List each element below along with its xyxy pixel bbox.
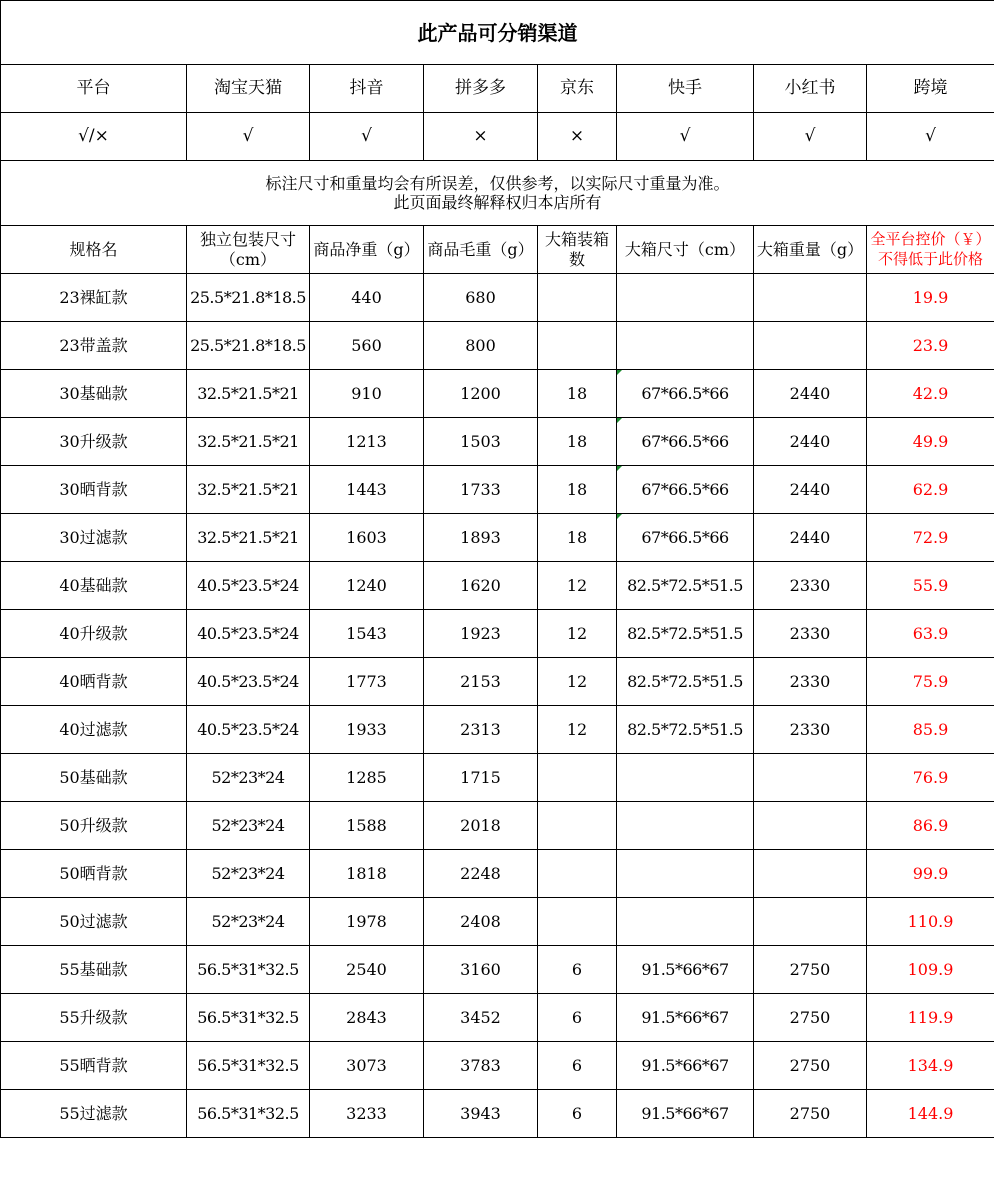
gross-weight-cell: 2248 (424, 850, 538, 898)
gross-weight-cell: 3160 (424, 946, 538, 994)
box-quantity-cell: 6 (538, 946, 617, 994)
box-quantity-cell: 6 (538, 1042, 617, 1090)
package-size-cell: 52*23*24 (187, 754, 310, 802)
header-price-control (867, 226, 994, 274)
price-cell: 23.9 (867, 322, 994, 370)
gross-weight-cell: 680 (424, 274, 538, 322)
column-header-row (1, 226, 994, 274)
net-weight-cell: 3073 (310, 1042, 424, 1090)
table-row (1, 706, 994, 754)
price-cell: 62.9 (867, 466, 994, 514)
package-size-cell: 52*23*24 (187, 898, 310, 946)
availability-pinduoduo: × (424, 113, 538, 161)
box-quantity-cell: 12 (538, 610, 617, 658)
net-weight-cell: 1978 (310, 898, 424, 946)
platform-row (1, 65, 994, 113)
platform-label: 平台 (1, 65, 187, 113)
box-weight-cell: 2750 (754, 946, 867, 994)
box-quantity-cell (538, 898, 617, 946)
package-size-cell: 32.5*21.5*21 (187, 514, 310, 562)
box-quantity-cell (538, 754, 617, 802)
availability-xiaohongshu: √ (754, 113, 867, 161)
gross-weight-cell: 3783 (424, 1042, 538, 1090)
box-size-cell: 67*66.5*66 (617, 514, 754, 562)
box-weight-cell: 2330 (754, 706, 867, 754)
price-cell: 72.9 (867, 514, 994, 562)
table-row (1, 274, 994, 322)
box-size-cell: 67*66.5*66 (617, 370, 754, 418)
gross-weight-cell: 2153 (424, 658, 538, 706)
price-cell: 76.9 (867, 754, 994, 802)
package-size-cell: 32.5*21.5*21 (187, 418, 310, 466)
price-cell: 86.9 (867, 802, 994, 850)
box-weight-cell (754, 274, 867, 322)
platform-taobao-tmall: 淘宝天猫 (187, 65, 310, 113)
net-weight-cell: 3233 (310, 1090, 424, 1138)
box-size-cell (617, 322, 754, 370)
spec-name-cell: 40升级款 (1, 610, 187, 658)
box-size-cell: 91.5*66*67 (617, 1042, 754, 1090)
box-size-cell: 91.5*66*67 (617, 946, 754, 994)
table-row (1, 562, 994, 610)
availability-jd: × (538, 113, 617, 161)
platform-douyin: 抖音 (310, 65, 424, 113)
table-row (1, 466, 994, 514)
box-size-cell: 91.5*66*67 (617, 1090, 754, 1138)
gross-weight-cell: 1923 (424, 610, 538, 658)
spec-name-cell: 30升级款 (1, 418, 187, 466)
spec-name-cell: 30基础款 (1, 370, 187, 418)
box-size-cell: 82.5*72.5*51.5 (617, 706, 754, 754)
spec-name-cell: 40晒背款 (1, 658, 187, 706)
box-quantity-cell: 18 (538, 514, 617, 562)
table-row (1, 850, 994, 898)
disclaimer-line-2: 此页面最终解释权归本店所有 (393, 193, 602, 212)
package-size-cell: 56.5*31*32.5 (187, 946, 310, 994)
availability-taobao-tmall: √ (187, 113, 310, 161)
box-quantity-cell: 18 (538, 370, 617, 418)
box-weight-cell (754, 850, 867, 898)
box-size-cell (617, 898, 754, 946)
package-size-cell: 25.5*21.8*18.5 (187, 322, 310, 370)
price-cell: 19.9 (867, 274, 994, 322)
box-weight-cell: 2330 (754, 658, 867, 706)
spec-name-cell: 50过滤款 (1, 898, 187, 946)
box-size-cell: 82.5*72.5*51.5 (617, 658, 754, 706)
box-size-cell: 82.5*72.5*51.5 (617, 610, 754, 658)
net-weight-cell: 1543 (310, 610, 424, 658)
box-weight-cell: 2440 (754, 514, 867, 562)
table-row (1, 994, 994, 1042)
net-weight-cell: 1773 (310, 658, 424, 706)
gross-weight-cell: 3452 (424, 994, 538, 1042)
table-row (1, 418, 994, 466)
availability-legend: √/× (1, 113, 187, 161)
price-cell: 110.9 (867, 898, 994, 946)
net-weight-cell: 1213 (310, 418, 424, 466)
box-weight-cell (754, 898, 867, 946)
price-cell: 63.9 (867, 610, 994, 658)
price-cell: 75.9 (867, 658, 994, 706)
net-weight-cell: 560 (310, 322, 424, 370)
availability-douyin: √ (310, 113, 424, 161)
box-quantity-cell (538, 802, 617, 850)
spec-name-cell: 55过滤款 (1, 1090, 187, 1138)
table-row (1, 514, 994, 562)
box-size-cell: 91.5*66*67 (617, 994, 754, 1042)
net-weight-cell: 1285 (310, 754, 424, 802)
platform-kuaishou: 快手 (617, 65, 754, 113)
box-quantity-cell: 6 (538, 994, 617, 1042)
package-size-cell: 56.5*31*32.5 (187, 994, 310, 1042)
price-cell: 99.9 (867, 850, 994, 898)
box-weight-cell: 2750 (754, 994, 867, 1042)
price-cell: 119.9 (867, 994, 994, 1042)
disclaimer-row (1, 161, 994, 226)
package-size-cell: 40.5*23.5*24 (187, 706, 310, 754)
gross-weight-cell: 1200 (424, 370, 538, 418)
net-weight-cell: 1603 (310, 514, 424, 562)
price-cell: 55.9 (867, 562, 994, 610)
availability-kuaishou: √ (617, 113, 754, 161)
net-weight-cell: 2843 (310, 994, 424, 1042)
table-row (1, 946, 994, 994)
table-row (1, 658, 994, 706)
sheet-title: 此产品可分销渠道 (1, 1, 994, 65)
header-box-weight: 大箱重量（g） (754, 226, 867, 274)
platform-pinduoduo: 拼多多 (424, 65, 538, 113)
spec-name-cell: 50升级款 (1, 802, 187, 850)
package-size-cell: 56.5*31*32.5 (187, 1090, 310, 1138)
box-size-cell: 67*66.5*66 (617, 418, 754, 466)
box-weight-cell: 2750 (754, 1042, 867, 1090)
price-cell: 42.9 (867, 370, 994, 418)
net-weight-cell: 1588 (310, 802, 424, 850)
table-row (1, 1042, 994, 1090)
box-size-cell (617, 754, 754, 802)
package-size-cell: 40.5*23.5*24 (187, 658, 310, 706)
box-quantity-cell (538, 850, 617, 898)
table-row (1, 754, 994, 802)
gross-weight-cell: 1620 (424, 562, 538, 610)
box-weight-cell (754, 754, 867, 802)
gross-weight-cell: 1503 (424, 418, 538, 466)
box-weight-cell: 2750 (754, 1090, 867, 1138)
net-weight-cell: 1443 (310, 466, 424, 514)
title-row (1, 1, 994, 65)
disclaimer-line-1: 标注尺寸和重量均会有所误差，仅供参考，以实际尺寸重量为准。 (265, 173, 730, 193)
table-row (1, 1090, 994, 1138)
spec-name-cell: 40基础款 (1, 562, 187, 610)
box-size-cell (617, 850, 754, 898)
gross-weight-cell: 2408 (424, 898, 538, 946)
net-weight-cell: 1933 (310, 706, 424, 754)
net-weight-cell: 2540 (310, 946, 424, 994)
package-size-cell: 25.5*21.8*18.5 (187, 274, 310, 322)
availability-row (1, 113, 994, 161)
box-weight-cell: 2440 (754, 466, 867, 514)
net-weight-cell: 440 (310, 274, 424, 322)
spec-name-cell: 55基础款 (1, 946, 187, 994)
box-weight-cell: 2440 (754, 418, 867, 466)
box-quantity-cell: 18 (538, 418, 617, 466)
box-weight-cell (754, 322, 867, 370)
box-weight-cell: 2330 (754, 562, 867, 610)
price-cell: 49.9 (867, 418, 994, 466)
spec-name-cell: 30晒背款 (1, 466, 187, 514)
package-size-cell: 40.5*23.5*24 (187, 610, 310, 658)
gross-weight-cell: 800 (424, 322, 538, 370)
package-size-cell: 32.5*21.5*21 (187, 466, 310, 514)
box-quantity-cell: 18 (538, 466, 617, 514)
spec-name-cell: 55升级款 (1, 994, 187, 1042)
disclaimer-note (1, 161, 994, 226)
spec-name-cell: 55晒背款 (1, 1042, 187, 1090)
gross-weight-cell: 1715 (424, 754, 538, 802)
platform-cross-border: 跨境 (867, 65, 994, 113)
box-quantity-cell: 12 (538, 658, 617, 706)
box-size-cell: 67*66.5*66 (617, 466, 754, 514)
box-weight-cell: 2330 (754, 610, 867, 658)
table-row (1, 370, 994, 418)
box-quantity-cell: 12 (538, 562, 617, 610)
header-box-size: 大箱尺寸（cm） (617, 226, 754, 274)
table-row (1, 802, 994, 850)
net-weight-cell: 1240 (310, 562, 424, 610)
header-package-size: 独立包装尺寸（cm） (187, 226, 310, 274)
box-quantity-cell (538, 322, 617, 370)
platform-jd: 京东 (538, 65, 617, 113)
box-size-cell: 82.5*72.5*51.5 (617, 562, 754, 610)
gross-weight-cell: 2018 (424, 802, 538, 850)
box-weight-cell: 2440 (754, 370, 867, 418)
package-size-cell: 52*23*24 (187, 850, 310, 898)
header-spec-name: 规格名 (1, 226, 187, 274)
box-quantity-cell: 12 (538, 706, 617, 754)
gross-weight-cell: 2313 (424, 706, 538, 754)
spec-name-cell: 40过滤款 (1, 706, 187, 754)
table-row (1, 322, 994, 370)
box-quantity-cell: 6 (538, 1090, 617, 1138)
gross-weight-cell: 1733 (424, 466, 538, 514)
header-price-line-2: 不得低于此价格 (877, 249, 983, 268)
availability-cross-border: √ (867, 113, 994, 161)
platform-xiaohongshu: 小红书 (754, 65, 867, 113)
header-box-quantity: 大箱装箱数 (538, 226, 617, 274)
spec-name-cell: 23裸缸款 (1, 274, 187, 322)
box-size-cell (617, 274, 754, 322)
package-size-cell: 32.5*21.5*21 (187, 370, 310, 418)
spec-name-cell: 50基础款 (1, 754, 187, 802)
header-price-line-1: 全平台控价（￥） (870, 230, 991, 248)
net-weight-cell: 1818 (310, 850, 424, 898)
header-net-weight: 商品净重（g） (310, 226, 424, 274)
table-row (1, 898, 994, 946)
spec-name-cell: 30过滤款 (1, 514, 187, 562)
price-cell: 109.9 (867, 946, 994, 994)
box-weight-cell (754, 802, 867, 850)
package-size-cell: 52*23*24 (187, 802, 310, 850)
table-row (1, 610, 994, 658)
price-cell: 85.9 (867, 706, 994, 754)
box-size-cell (617, 802, 754, 850)
net-weight-cell: 910 (310, 370, 424, 418)
package-size-cell: 56.5*31*32.5 (187, 1042, 310, 1090)
spec-name-cell: 50晒背款 (1, 850, 187, 898)
box-quantity-cell (538, 274, 617, 322)
gross-weight-cell: 3943 (424, 1090, 538, 1138)
header-gross-weight: 商品毛重（g） (424, 226, 538, 274)
package-size-cell: 40.5*23.5*24 (187, 562, 310, 610)
gross-weight-cell: 1893 (424, 514, 538, 562)
spec-name-cell: 23带盖款 (1, 322, 187, 370)
price-cell: 134.9 (867, 1042, 994, 1090)
price-cell: 144.9 (867, 1090, 994, 1138)
